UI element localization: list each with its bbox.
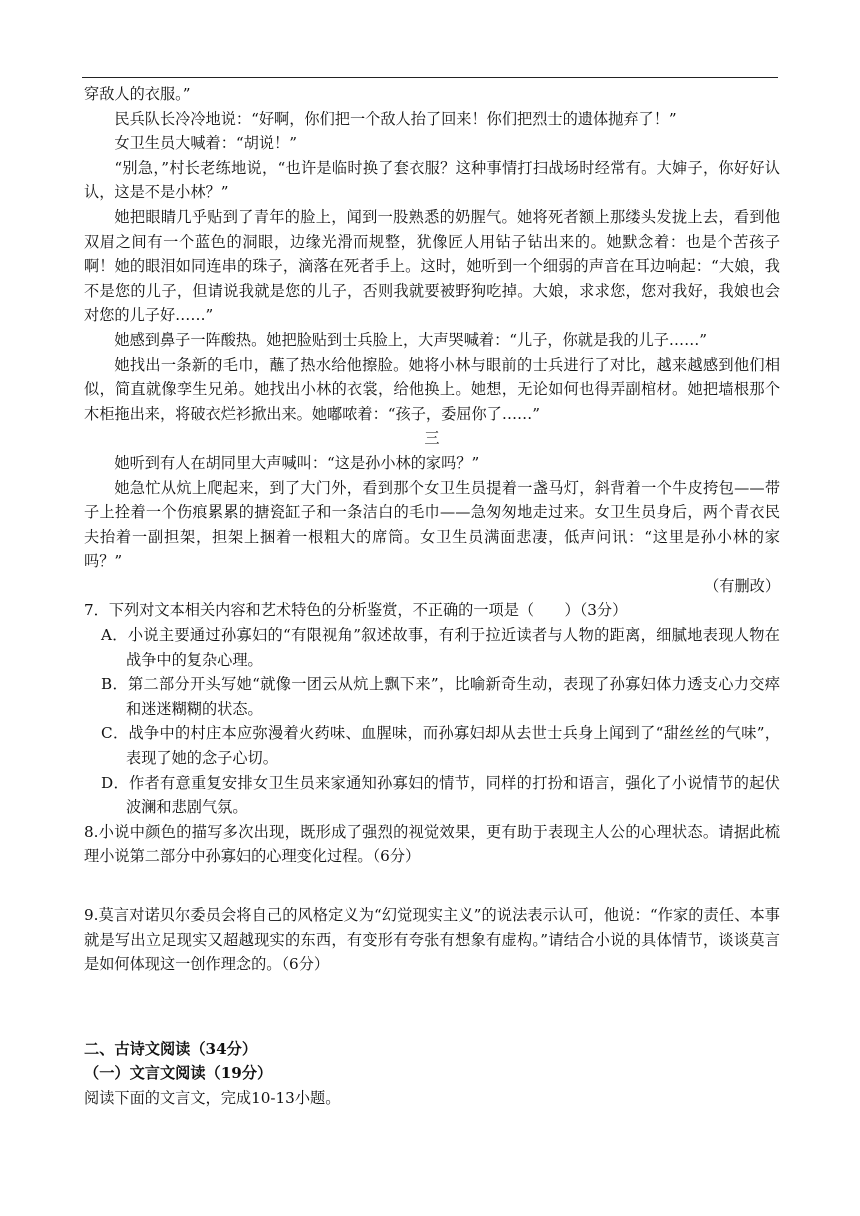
story-paragraph: 她感到鼻子一阵酸热。她把脸贴到士兵脸上，大声哭喊着：“儿子，你就是我的儿子……” (114, 330, 708, 349)
story-paragraph: 她把眼睛几乎贴到了青年的脸上，闻到一股熟悉的奶腥气。她将死者额上那缕头发拢上去，看到他双眉之间有一个蓝色的洞眼，边缘光滑而规整，犹像匠人用钻子钻出来的。她默念着：也是个苦孩子啊！她的眼泪如同连串的珠子，滴落在死者手上。这时，她听到一个细弱的声音在耳边响起：“大娘，我不是您的儿子，但请说我就是您的儿子，否则我就要被野狗吃掉。大娘，求求您，您对我好，我娘也会对您的儿子好……” (84, 207, 780, 325)
page-content (84, 82, 780, 1111)
subsection-heading: （一）文言文阅读（19分） (84, 1064, 273, 1083)
story-paragraph: 民兵队长冷冷地说：“好啊，你们把一个敌人抬了回来！你们把烈士的遗体抛弃了！” (114, 109, 677, 128)
section-instruction: 阅读下面的文言文，完成10-13小题。 (84, 1088, 341, 1107)
story-paragraph: 她找出一条新的毛巾，蘸了热水给他擦脸。她将小林与眼前的士兵进行了对比，越来越感到他们相似，简直就像孪生兄弟。她找出小林的衣裳，给他换上。她想，无论如何也得弄副棺材。她把墙根那个木柜拖出来，将破衣烂衫掀出来。她嘟哝着：“孩子，委屈你了……” (84, 355, 780, 423)
story-paragraph: 女卫生员大喊着：“胡说！” (114, 134, 297, 153)
edit-note: （有删改） (704, 576, 780, 595)
answer-space (84, 869, 780, 903)
question-7-option-b: B．第二部分开头写她“就像一团云从炕上飘下来”，比喻新奇生动，表现了孙寡妇体力透支心力交瘁和迷迷糊糊的状态。 (101, 675, 780, 718)
section-mark: 三 (424, 429, 440, 448)
story-paragraph: 她听到有人在胡同里大声喊叫：“这是孙小林的家吗？” (114, 453, 480, 472)
question-7-option-c: C．战争中的村庄本应弥漫着火药味、血腥味，而孙寡妇却从去世士兵身上闻到了“甜丝丝的气味”，表现了她的念子心切。 (101, 724, 780, 768)
question-7-option-a: A．小说主要通过孙寡妇的“有限视角”叙述故事，有利于拉近读者与人物的距离，细腻地表现人物在战争中的复杂心理。 (101, 626, 780, 669)
question-9: 9.莫言对诺贝尔委员会将自己的风格定义为“幻觉现实主义”的说法表示认可，他说：“作家的责任、本事就是写出立足现实又超越现实的东西，有变形有夸张有想象有虚构。”请结合小说的具体情节，谈谈莫言是如何体现这一创作理念的。（6分） (84, 906, 780, 974)
header-rule (82, 77, 778, 78)
story-paragraph: 穿敌人的衣服。” (84, 85, 191, 103)
question-8: 8.小说中颜色的描写多次出现，既形成了强烈的视觉效果，更有助于表现主人公的心理状态。请据此梳理小说第二部分中孙寡妇的心理变化过程。（6分） (84, 822, 780, 866)
story-paragraph: 她急忙从炕上爬起来，到了大门外，看到那个女卫生员提着一盏马灯，斜背着一个牛皮挎包——带子上拴着一个伤痕累累的搪瓷缸子和一条洁白的毛巾——急匆匆地走过来。女卫生员身后，两个青衣民夫抬着一副担架，担架上捆着一根粗大的席筒。女卫生员满面悲凄，低声问讯：“这里是孙小林的家吗？” (84, 478, 780, 571)
section-heading: 二、古诗文阅读（34分） (84, 1039, 258, 1058)
question-7-option-d: D．作者有意重复安排女卫生员来家通知孙寡妇的情节，同样的打扮和语言，强化了小说情节的起伏波澜和悲剧气氛。 (101, 773, 780, 817)
story-paragraph: “别急，”村长老练地说，“也许是临时换了套衣服？这种事情打扫战场时经常有。大婶子，你好好认认，这是不是小林？” (84, 158, 780, 202)
answer-space (84, 977, 780, 1037)
question-7-stem: 7．下列对文本相关内容和艺术特色的分析鉴赏，不正确的一项是（ ）（3分） (84, 601, 628, 620)
